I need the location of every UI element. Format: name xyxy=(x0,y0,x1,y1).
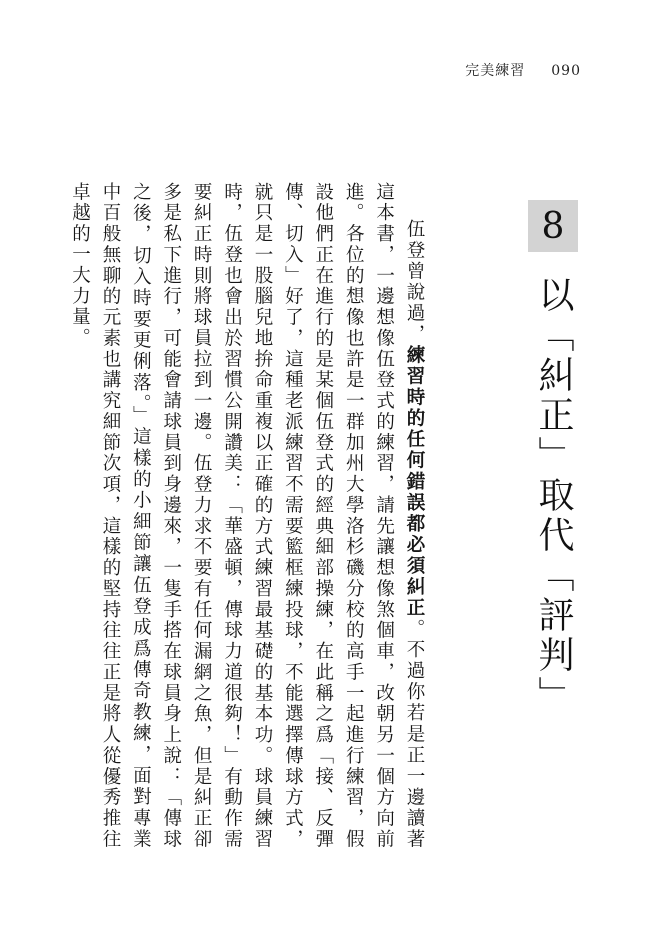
paragraph xyxy=(64,182,429,850)
page-number: 090 xyxy=(551,63,581,79)
running-header xyxy=(465,60,581,80)
book-title: 完美練習 xyxy=(465,63,526,79)
body-text xyxy=(64,182,429,850)
emphasis-text: 練習時的任何錯誤都必須糾正 xyxy=(404,345,425,619)
paragraph-rest: 。不過你若是正一邊讀著這本書，一邊想像伍登式的練習，請先讓想像煞個車，改朝另一個方向前進。各位的想像也許是一群加州大學洛杉磯分校的高手一起進行練習，假設他們正在進行的是某個伍登式的經典細部操練，在此稱之爲「接、反彈傳、切入」好了，這種老派練習不需要籃框練投球，不能選擇傳球方式，就只是一股腦兒地拚命重複以正確的方式練習最基礎的基本功。球員練習時，伍登也會出於習慣公開讚美：「華盛頓，傳球力道很夠！」有動作需要糾正時則將球員拉到一邊。伍登力求不要有任何漏網之魚，但是糾正卻多是私下進行，可能會請球員到身邊來，一隻手搭在球員身上說：「傳球之後，切入時要更俐落。」這樣的小細節讓伍登成爲傳奇教練，面對專業中百般無聊的元素也講究細節次項，這樣的堅持往往正是將人從優秀推往卓越的一大力量。 xyxy=(69,182,425,850)
paragraph-lead: 伍登曾說過， xyxy=(404,219,425,346)
chapter-number-badge xyxy=(528,200,578,252)
chapter-number: 8 xyxy=(541,205,565,247)
chapter-title: 以「糾正」取代「評判」 xyxy=(533,276,574,716)
